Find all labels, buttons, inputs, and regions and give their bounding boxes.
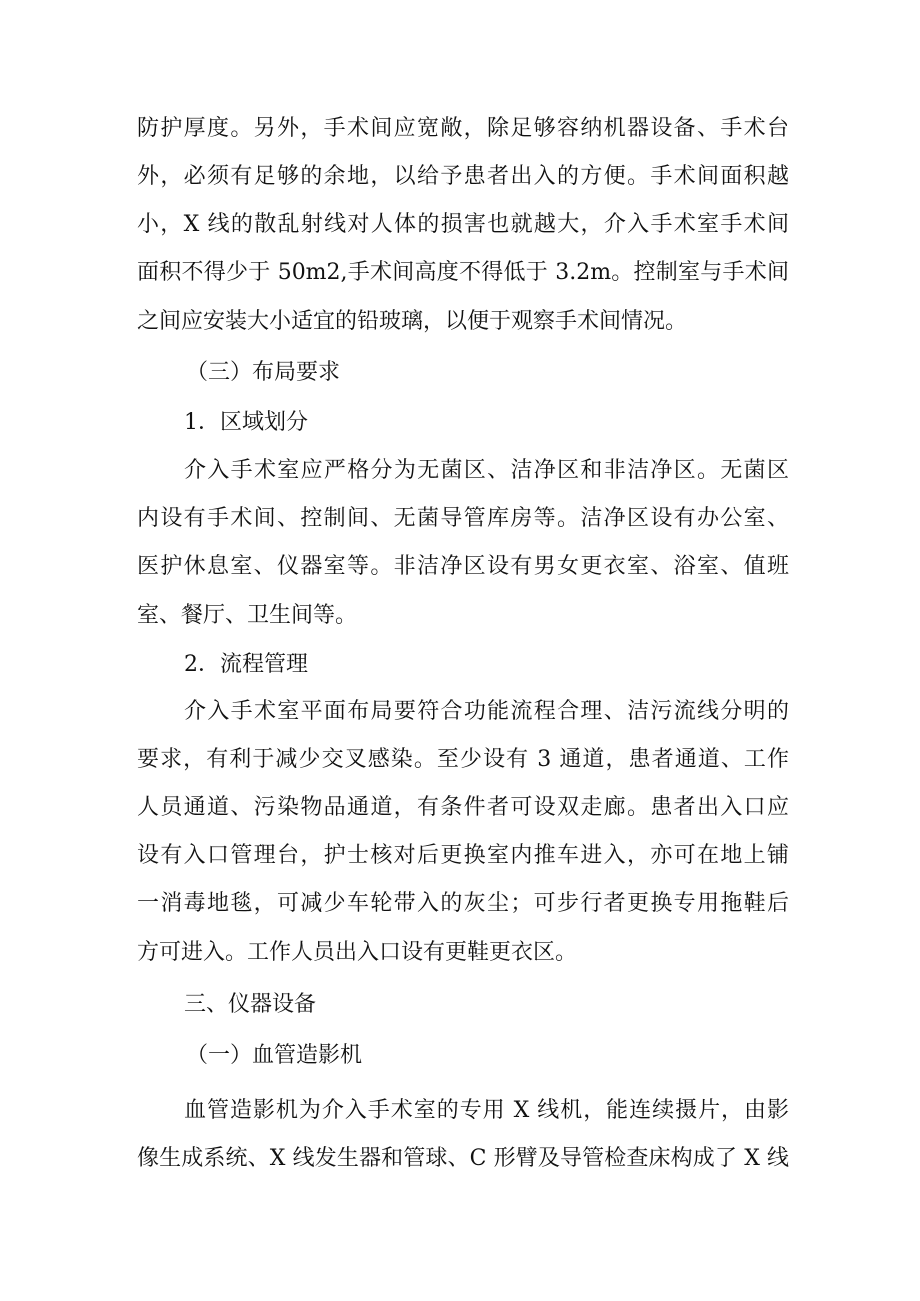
paragraph-line: 内设有手术间、控制间、无菌导管库房等。洁净区设有办公室、 [137,506,789,531]
paragraph-line: 要求，有利于减少交叉感染。至少设有 3 通道，患者通道、工作 [137,747,789,772]
paragraph-line: 设有入口管理台，护士核对后更换室内推车进入，亦可在地上铺 [137,843,789,868]
section-heading: （三）布局要求 [186,360,341,385]
paragraph-line: 小，X 线的散乱射线对人体的损害也就越大，介入手术室手术间 [137,212,789,237]
paragraph-line: 一消毒地毯，可减少车轮带入的灰尘；可步行者更换专用拖鞋后 [137,891,789,916]
section-heading: （一）血管造影机 [186,1043,363,1068]
paragraph-line: 防护厚度。另外，手术间应宽敞，除足够容纳机器设备、手术台 [137,116,789,141]
paragraph-line: 人员通道、污染物品通道，有条件者可设双走廊。患者出入口应 [137,795,789,820]
chapter-heading: 三、仪器设备 [184,992,317,1017]
paragraph-line: 室、餐厅、卫生间等。 [137,603,358,628]
paragraph-line: 介入手术室应严格分为无菌区、洁净区和非洁净区。无菌区 [184,458,789,483]
subsection-heading: 1．区域划分 [184,410,308,435]
paragraph-line: 血管造影机为介入手术室的专用 X 线机，能连续摄片，由影 [184,1098,789,1123]
paragraph-line: 医护休息室、仪器室等。非洁净区设有男女更衣室、浴室、值班 [137,554,789,579]
paragraph-line: 像生成系统、X 线发生器和管球、C 形臂及导管检查床构成了 X 线 [137,1146,789,1171]
subsection-heading: 2．流程管理 [184,652,308,677]
paragraph-line: 介入手术室平面布局要符合功能流程合理、洁污流线分明的 [184,699,789,724]
paragraph-line: 之间应安装大小适宜的铅玻璃，以便于观察手术间情况。 [137,309,688,334]
paragraph-line: 方可进入。工作人员出入口设有更鞋更衣区。 [137,940,578,965]
paragraph-line: 外，必须有足够的余地，以给予患者出入的方便。手术间面积越 [137,164,789,189]
paragraph-line: 面积不得少于 50m2,手术间高度不得低于 3.2m。控制室与手术间 [137,260,789,285]
